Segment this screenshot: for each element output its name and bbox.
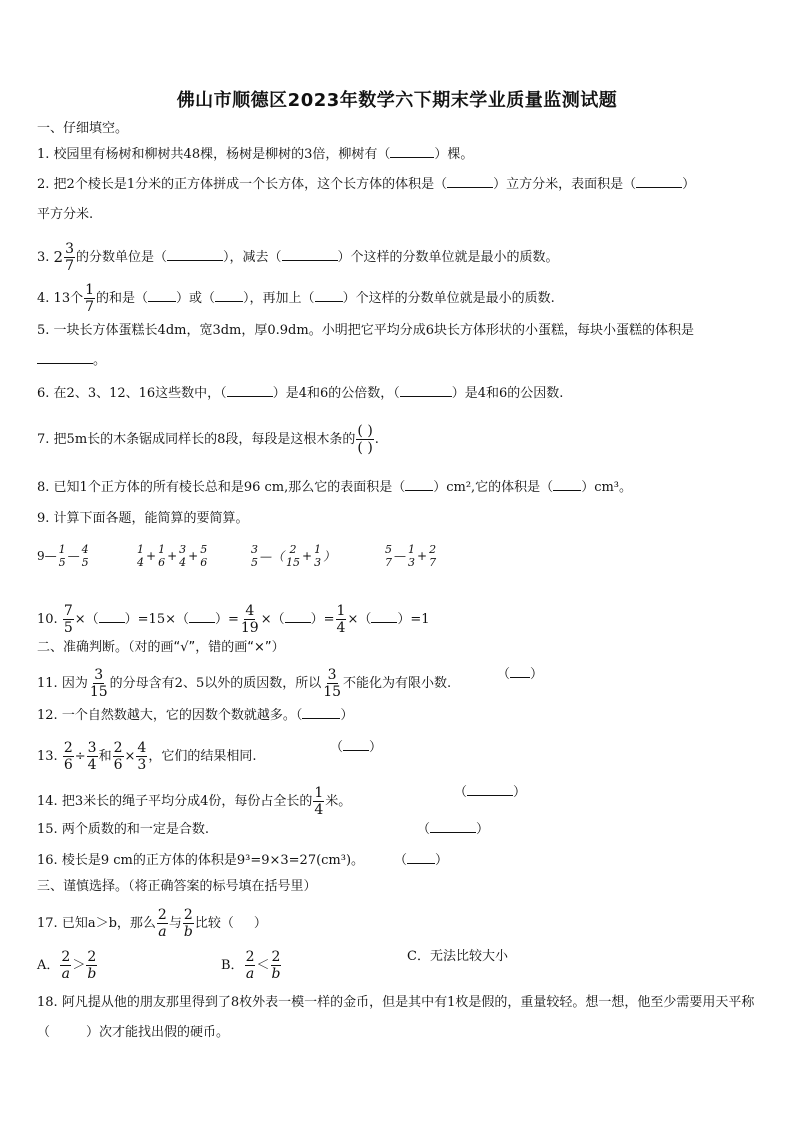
question-text: 一块长方体蛋糕长4dm，宽3dm，厚0.9dm。小明把它平均分成6块长方体形状的小蛋糕，每块小蛋糕的体积是 [53, 323, 694, 338]
numerator: 2 [113, 740, 123, 756]
judgement-answer[interactable] [497, 668, 543, 681]
question-text: ）是4和6的公倍数，（ [272, 386, 400, 401]
numerator: 1 [336, 603, 346, 619]
fraction [84, 283, 95, 314]
question-text: ）cm³。 [581, 480, 633, 495]
numerator: 2 [245, 949, 255, 965]
numerator: 4 [137, 740, 147, 756]
question-number: 14. [37, 794, 58, 809]
question-text: 两个质数的和一定是合数. [61, 822, 209, 837]
question-text: ）= [310, 612, 335, 627]
answer-blank[interactable] [148, 301, 176, 302]
answer-blank[interactable] [407, 863, 435, 864]
denominator: 7 [85, 299, 95, 315]
page-title: 佛山市顺德区2023年数学六下期末学业质量监测试题 [176, 90, 618, 111]
numerator: 7 [63, 603, 73, 619]
operator: + [146, 549, 157, 563]
numerator: 4 [245, 603, 255, 619]
question-text-end: . [374, 432, 379, 447]
operator: + [417, 549, 428, 563]
question-number: 3. [37, 250, 50, 265]
paren-open: （ [394, 853, 408, 868]
question-text: ）次才能找出假的硬币。 [86, 1025, 230, 1040]
question-text: 计算下面各题，能简算的要简算。 [53, 511, 249, 526]
question-number: 2. [37, 177, 50, 192]
denominator: 6 [63, 757, 73, 773]
judgement-answer[interactable] [454, 786, 526, 799]
fraction [58, 544, 67, 568]
fraction [183, 908, 194, 939]
denominator: 6 [113, 757, 123, 773]
question-text: ），再加上（ [243, 291, 315, 306]
numerator: 2 [289, 543, 297, 556]
numerator: 2 [61, 949, 71, 965]
numerator: 3 [179, 543, 187, 556]
question-text: ）=1 [397, 612, 430, 627]
numerator: 2 [271, 949, 281, 965]
answer-blank[interactable] [282, 260, 338, 261]
question-text: ） [253, 916, 267, 931]
expr-prefix: 9— [37, 549, 57, 563]
answer-blank[interactable] [99, 622, 125, 623]
fraction [428, 544, 437, 568]
numerator: 3 [251, 543, 258, 556]
denominator: 4 [336, 620, 346, 636]
answer-blank[interactable] [430, 832, 476, 833]
question-text: 不能化为有限小数. [343, 676, 452, 691]
calc-expression-3 [249, 544, 335, 568]
calc-expression-4 [383, 544, 438, 568]
question-number: 17. [37, 916, 58, 931]
question-text: 因为 [61, 676, 88, 691]
fraction [271, 950, 282, 981]
question-15 [37, 823, 756, 836]
question-11 [37, 668, 756, 699]
fraction [240, 604, 260, 635]
paren-close: ） [435, 853, 449, 868]
numerator: 1 [408, 543, 415, 556]
question-text: 阿凡提从他的朋友那里得到了8枚外表一模一样的金币，但是其中有1枚是假的，重量较轻。想一想，他至少需要用天平称（ [37, 995, 755, 1040]
denominator: b [183, 924, 193, 940]
fraction [113, 741, 124, 772]
option-label: A． [37, 958, 60, 973]
fraction-blank[interactable] [356, 424, 373, 455]
question-number: 6. [37, 386, 50, 401]
paren-close: ） [530, 667, 544, 682]
question-text: ×（ [260, 612, 285, 627]
fraction [157, 908, 168, 939]
question-text: 把3米长的绳子平均分成4份，每份占全长的 [61, 794, 313, 809]
option-c[interactable] [407, 950, 508, 963]
numerator: 1 [137, 543, 144, 556]
question-text: 13个 [53, 291, 84, 306]
fraction [285, 544, 301, 568]
denominator: 5 [81, 556, 89, 569]
question-text: ×（ [347, 612, 372, 627]
operator: + [188, 549, 199, 563]
answer-blank[interactable] [215, 301, 243, 302]
question-text: 把2个棱长是1分米的正方体拼成一个长方体，这个长方体的体积是（ [53, 177, 448, 192]
fraction [64, 242, 75, 273]
denominator: 5 [58, 556, 66, 569]
numerator: 5 [385, 543, 392, 556]
option-text: 无法比较大小 [429, 949, 508, 964]
denominator: 3 [137, 757, 147, 773]
question-2 [37, 170, 756, 230]
question-text: 与 [168, 916, 182, 931]
fraction [87, 741, 98, 772]
fraction [136, 741, 147, 772]
numerator: 1 [158, 543, 166, 556]
operator: ＜ [256, 958, 270, 973]
denominator: 5 [63, 620, 73, 636]
denominator: 7 [65, 258, 75, 274]
question-text: 的分母含有2、5以外的质因数，所以 [109, 676, 322, 691]
question-14 [37, 786, 756, 817]
option-label: C． [407, 949, 430, 964]
calc-expression-2 [135, 544, 209, 568]
question-17 [37, 908, 756, 939]
numerator: 1 [85, 282, 95, 298]
question-number: 5. [37, 323, 50, 338]
answer-blank[interactable] [227, 396, 273, 397]
question-number: 7. [37, 432, 50, 447]
question-number: 16. [37, 853, 58, 868]
operator: — [394, 549, 406, 563]
denominator: 7 [429, 556, 437, 569]
denominator: 15 [323, 684, 342, 700]
answer-blank[interactable] [285, 622, 311, 623]
question-text: 已知a＞b，那么 [61, 916, 156, 931]
option-label: B． [221, 958, 244, 973]
answer-blank[interactable] [302, 718, 340, 719]
question-number: 8. [37, 480, 50, 495]
question-10 [37, 604, 756, 635]
paren-open: （ [417, 822, 431, 837]
answer-blank[interactable] [371, 622, 397, 623]
operator: —（ [260, 549, 285, 564]
question-text: 把5m长的木条锯成同样长的8段，每段是这根木条的 [53, 432, 356, 447]
operator: + [302, 549, 313, 563]
operator: + [167, 549, 178, 563]
section-1-heading: 一、仔细填空。 [37, 121, 129, 136]
numerator: 2 [429, 543, 437, 556]
numerator: 3 [94, 667, 104, 683]
fraction [136, 544, 145, 568]
question-number: 9. [37, 511, 50, 526]
question-number: 11. [37, 676, 58, 691]
question-text: 在2、3、12、16这些数中，（ [53, 386, 227, 401]
question-4 [37, 283, 756, 314]
answer-blank[interactable] [343, 750, 369, 751]
operator: ÷ [74, 749, 86, 764]
question-text: 的和是（ [96, 291, 149, 306]
numerator: 3 [87, 740, 97, 756]
question-text: ）个这样的分数单位就是最小的质数。 [337, 250, 559, 265]
question-text: 和 [98, 749, 112, 764]
denominator: 3 [408, 556, 415, 569]
calc-expression-1 [37, 544, 91, 568]
option-a[interactable] [37, 950, 98, 981]
answer-blank[interactable] [390, 157, 434, 158]
fraction [245, 950, 256, 981]
answer-blank[interactable] [167, 260, 223, 261]
question-number: 10. [37, 612, 58, 627]
question-number: 18. [37, 995, 58, 1010]
section-3-heading: 三、谨慎选择。（将正确答案的标号填在括号里） [37, 879, 317, 894]
fraction [336, 604, 347, 635]
numerator: 1 [58, 543, 66, 556]
question-text: ） [340, 708, 354, 723]
numerator: 2 [87, 949, 97, 965]
question-text: ），减去（ [223, 250, 282, 265]
question-text: ）个这样的分数单位就是最小的质数. [342, 291, 555, 306]
denominator: 6 [158, 556, 166, 569]
denominator: 3 [314, 556, 322, 569]
judgement-answer[interactable] [330, 741, 382, 754]
operator: × [124, 749, 136, 764]
answer-blank[interactable] [447, 187, 493, 188]
denominator: 4 [314, 802, 324, 818]
question-9 [37, 512, 756, 525]
denominator: b [271, 966, 281, 982]
option-b[interactable] [221, 950, 282, 981]
answer-blank[interactable] [189, 622, 215, 623]
paren-close: ） [476, 822, 490, 837]
paren-open: （ [454, 785, 468, 800]
question-13 [37, 741, 756, 772]
question-7 [37, 424, 756, 455]
paren-close: ） [513, 785, 527, 800]
paren-close: ） [369, 740, 383, 755]
operator: ） [323, 549, 336, 564]
question-text: ×（ [74, 612, 99, 627]
question-text: ）是4和6的公因数. [451, 386, 564, 401]
question-text: ）立方分米，表面积是（ [493, 177, 637, 192]
fraction [384, 544, 393, 568]
question-number: 13. [37, 749, 58, 764]
question-3 [37, 242, 756, 273]
answer-blank[interactable] [400, 396, 452, 397]
fraction [322, 668, 342, 699]
question-text: 米。 [325, 794, 352, 809]
mixed-number-whole: 2 [53, 248, 64, 266]
operator: ＞ [72, 958, 86, 973]
question-text: ）cm²,它的体积是（ [433, 480, 554, 495]
denominator: 15 [89, 684, 108, 700]
fraction [63, 741, 74, 772]
question-text: 棱长是9 cm的正方体的体积是9³=9×3=27(cm³)。 [61, 853, 365, 868]
answer-blank[interactable] [467, 795, 513, 796]
fraction [60, 950, 71, 981]
numerator: 2 [157, 907, 167, 923]
answer-blank[interactable] [510, 677, 530, 678]
question-18 [37, 988, 756, 1048]
fraction [63, 604, 74, 635]
judgement-answer[interactable] [417, 823, 489, 836]
denominator: a [158, 924, 167, 940]
question-5 [37, 316, 756, 376]
denominator: a [61, 966, 71, 982]
question-text: ）=15×（ [124, 612, 189, 627]
fraction [313, 786, 324, 817]
question-number: 1. [37, 147, 50, 162]
numerator: 3 [65, 241, 75, 257]
fraction [178, 544, 187, 568]
paren-open: （ [497, 667, 511, 682]
question-text: ，它们的结果相同. [148, 749, 257, 764]
question-1 [37, 148, 756, 161]
numerator: 1 [314, 543, 322, 556]
question-text: 的分数单位是（ [76, 250, 168, 265]
fraction [157, 544, 166, 568]
numerator: 4 [81, 543, 89, 556]
denominator: 15 [286, 556, 301, 569]
fraction [86, 950, 97, 981]
denominator: ( ) [357, 440, 373, 456]
denominator: 4 [87, 757, 97, 773]
fraction [199, 544, 208, 568]
numerator: ( ) [357, 423, 373, 439]
question-text: ）或（ [176, 291, 216, 306]
question-text-end: 。 [93, 353, 107, 368]
numerator: 2 [63, 740, 73, 756]
fraction [89, 668, 109, 699]
denominator: b [87, 966, 97, 982]
answer-blank[interactable] [405, 490, 433, 491]
fraction [250, 544, 259, 568]
fraction [81, 544, 90, 568]
section-2-heading: 二、准确判断。（对的画“√”，错的画“×”） [37, 640, 285, 655]
answer-blank[interactable] [37, 363, 93, 364]
question-12 [37, 709, 756, 722]
denominator: 19 [240, 620, 259, 636]
question-number: 12. [37, 708, 58, 723]
denominator: 4 [137, 556, 144, 569]
question-text: 平方分米. [37, 207, 94, 222]
denominator: 6 [200, 556, 208, 569]
numerator: 2 [183, 907, 193, 923]
question-text: 校园里有杨树和柳树共48棵，杨树是柳树的3倍，柳树有（ [53, 147, 391, 162]
question-number: 4. [37, 291, 50, 306]
answer-blank[interactable] [553, 490, 581, 491]
denominator: 4 [179, 556, 187, 569]
fraction [313, 544, 322, 568]
question-16 [37, 854, 756, 867]
denominator: 5 [251, 556, 258, 569]
denominator: 7 [385, 556, 392, 569]
fraction [407, 544, 416, 568]
answer-blank[interactable] [636, 187, 682, 188]
question-6 [37, 387, 756, 400]
question-text: 一个自然数越大，它的因数个数就越多。（ [61, 708, 303, 723]
numerator: 5 [200, 543, 208, 556]
judgement-answer[interactable] [394, 854, 448, 867]
denominator: a [245, 966, 255, 982]
paren-open: （ [330, 740, 344, 755]
numerator: 1 [314, 785, 324, 801]
operator: — [67, 549, 80, 563]
question-text-end: ）棵。 [434, 147, 474, 162]
question-text: ）= [214, 612, 239, 627]
question-8 [37, 481, 756, 494]
question-text: 比较（ [194, 916, 234, 931]
numerator: 3 [327, 667, 337, 683]
question-number: 15. [37, 822, 58, 837]
question-text: 已知1个正方体的所有棱长总和是96 cm,那么它的表面积是（ [53, 480, 406, 495]
question-text: ） [682, 177, 696, 192]
answer-blank[interactable] [315, 301, 343, 302]
